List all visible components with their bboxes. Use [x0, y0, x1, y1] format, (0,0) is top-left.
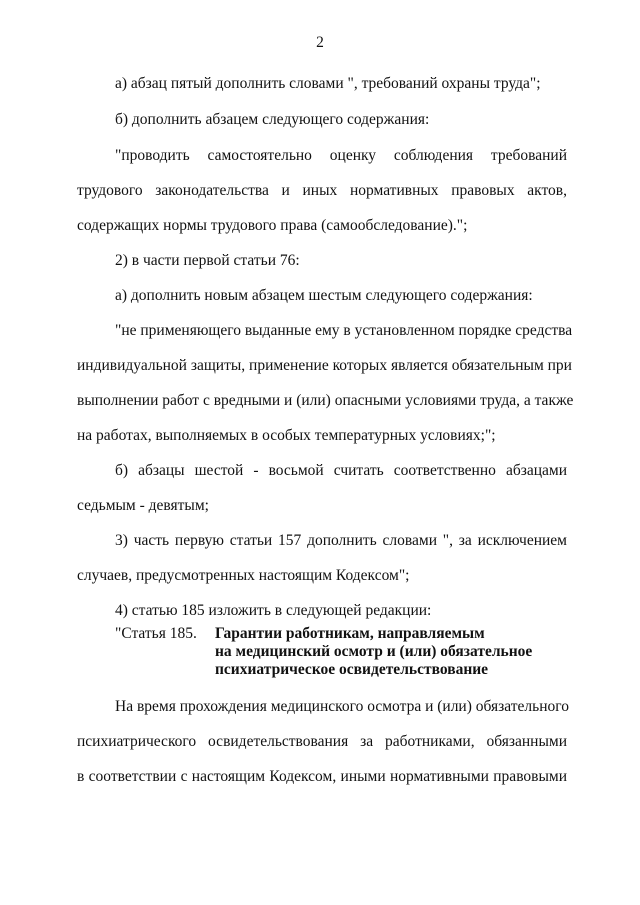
paragraph-line: содержащих нормы трудового права (самообследование).";: [77, 217, 468, 234]
paragraph-line: "не применяющего выданные ему в установленном порядке средства: [115, 322, 573, 339]
paragraph-line: выполнении работ с вредными и (или) опасными условиями труда, а также: [77, 392, 574, 409]
paragraph-line: б) дополнить абзацем следующего содержания:: [115, 111, 430, 128]
article-title-line: на медицинский осмотр и (или) обязательное: [215, 643, 533, 660]
article-title-line: психиатрическое освидетельствование: [215, 661, 489, 678]
paragraph-line: "проводить самостоятельно оценку соблюдения требований: [115, 147, 567, 164]
paragraph-line: в соответствии с настоящим Кодексом, иными нормативными правовыми: [77, 768, 567, 785]
paragraph-line: индивидуальной защиты, применение которых является обязательным при: [77, 357, 572, 374]
paragraph-line: б) абзацы шестой - восьмой считать соответственно абзацами: [115, 462, 567, 479]
paragraph-line: а) дополнить новым абзацем шестым следующего содержания:: [115, 287, 533, 304]
article-title: [215, 625, 555, 679]
paragraph-line: психиатрического освидетельствования за работниками, обязанными: [77, 733, 567, 750]
paragraph-line: 3) часть первую статьи 157 дополнить словами ", за исключением: [115, 532, 567, 549]
paragraph-line: 4) статью 185 изложить в следующей редакции:: [115, 602, 432, 619]
paragraph-line: 2) в части первой статьи 76:: [115, 252, 300, 269]
article-label: "Статья 185.: [115, 625, 197, 642]
paragraph-line: случаев, предусмотренных настоящим Кодексом";: [77, 567, 410, 584]
paragraph-line: трудового законодательства и иных нормативных правовых актов,: [77, 182, 567, 199]
paragraph-line: На время прохождения медицинского осмотра и (или) обязательного: [115, 698, 569, 715]
article-title-line: Гарантии работникам, направляемым: [215, 625, 485, 642]
paragraph-line: а) абзац пятый дополнить словами ", требований охраны труда";: [115, 75, 541, 92]
paragraph-line: седьмым - девятым;: [77, 497, 209, 514]
page-number: 2: [316, 34, 324, 51]
paragraph-line: на работах, выполняемых в особых температурных условиях;";: [77, 427, 496, 444]
